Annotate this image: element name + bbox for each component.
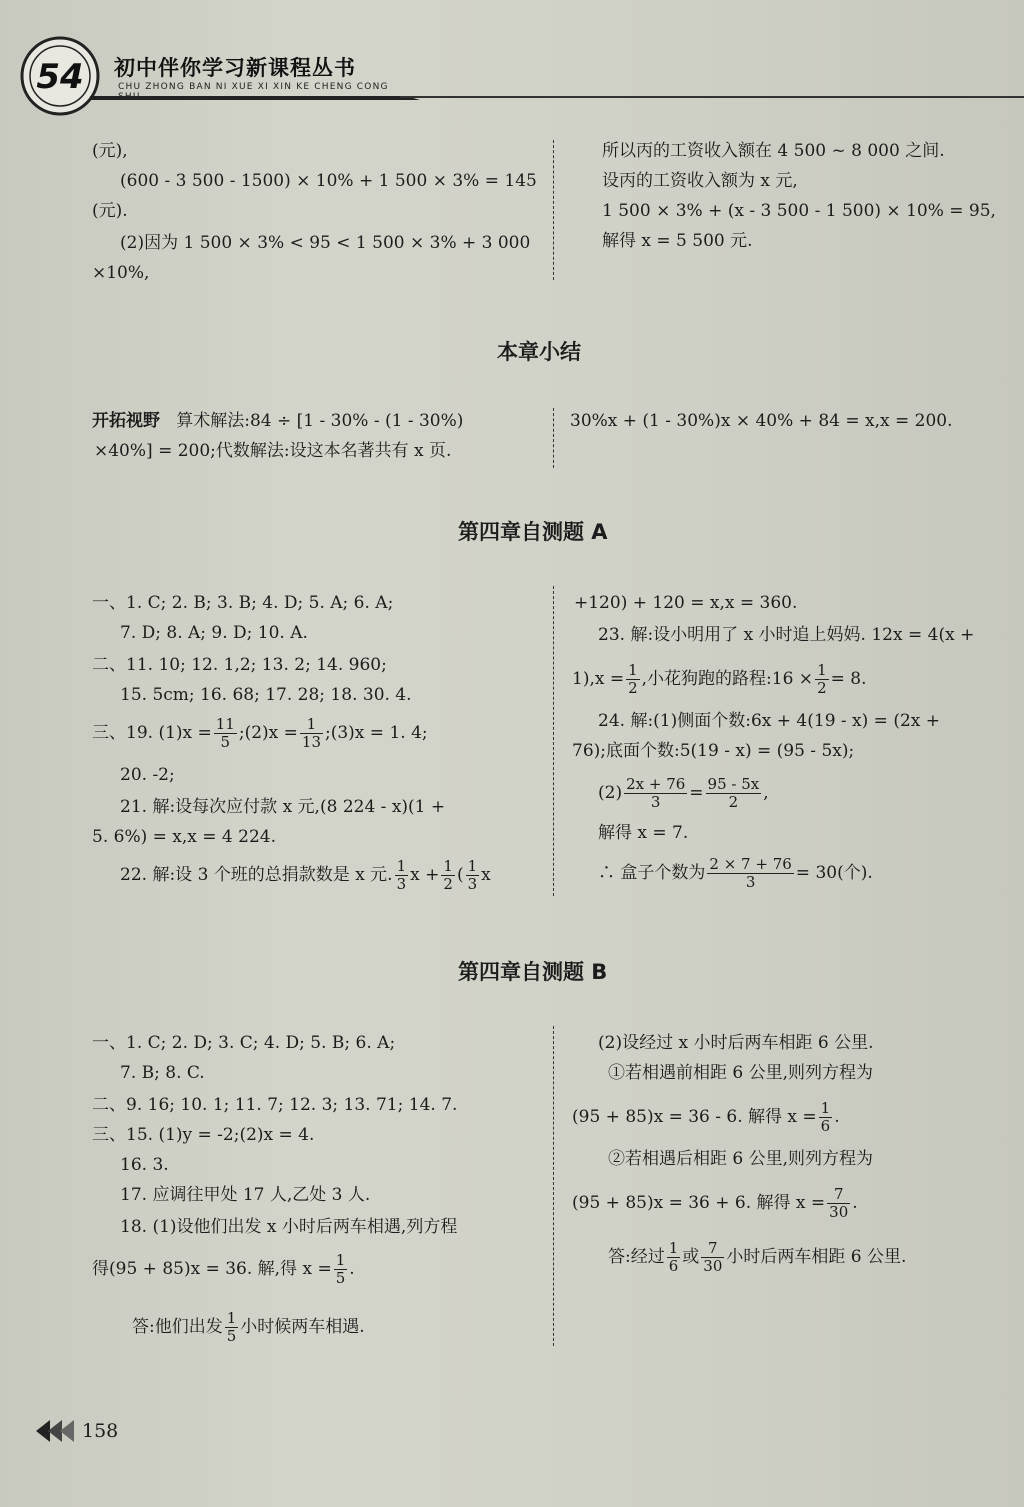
text-line: 解得 x = 7. (598, 823, 689, 843)
header-underline (90, 96, 420, 100)
text-line: (600 - 3 500 - 1500) × 10% + 1 500 × 3% = 145 (120, 171, 537, 191)
fraction: $\frac{7}{30}$ (829, 1185, 849, 1221)
text-line: 20. -2; (120, 765, 175, 785)
column-divider (553, 140, 554, 280)
header-rule (400, 96, 1024, 98)
book-header (18, 30, 408, 110)
fraction: $\frac{1}{2}$ (817, 661, 827, 697)
text-line: 21. 解:设每次应付款 x 元,(8 224 - x)(1 + (120, 797, 446, 817)
text-line: (元). (92, 201, 128, 221)
text-line: 二、9. 16; 10. 1; 11. 7; 12. 3; 13. 71; 14. 7. (92, 1095, 458, 1115)
text-line: 18. (1)设他们出发 x 小时后两车相遇,列方程 (120, 1217, 458, 1237)
svg-text:54: 54 (36, 57, 84, 97)
text-line: 23. 解:设小明用了 x 小时追上妈妈. 12x = 4(x + (598, 625, 975, 645)
text-line: 17. 应调往甲处 17 人,乙处 3 人. (120, 1185, 371, 1205)
fraction: $\frac{95 - 5x}{2}$ (707, 775, 760, 811)
fraction: $\frac{1}{2}$ (443, 857, 453, 893)
text-line-fraction: 三、19. (1)x = $\frac{11}{5}$ ;(2)x = $\frac{1}{13}$ ;(3)x = 1. 4; (92, 715, 428, 751)
text-line: 24. 解:(1)侧面个数:6x + 4(19 - x) = (2x + (598, 711, 941, 731)
text-line: ×10%, (92, 263, 150, 283)
text-line: (2)因为 1 500 × 3% < 95 < 1 500 × 3% + 3 000 (120, 233, 531, 253)
column-divider (553, 1026, 554, 1346)
book-series-pinyin: CHU ZHONG BAN NI XUE XI XIN KE CHENG CONG (118, 82, 389, 92)
fraction: $\frac{1}{3}$ (467, 857, 478, 893)
text-line: 一、1. C; 2. D; 3. C; 4. D; 5. B; 6. A; (92, 1033, 396, 1053)
text-line: 一、1. C; 2. B; 3. B; 4. D; 5. A; 6. A; (92, 593, 394, 613)
text-line: 7. D; 8. A; 9. D; 10. A. (120, 623, 308, 643)
text-line: 16. 3. (120, 1155, 169, 1175)
text-line: +120) + 120 = x,x = 360. (574, 593, 798, 613)
text-line: (2)设经过 x 小时后两车相距 6 公里. (598, 1033, 874, 1053)
text-line: 所以丙的工资收入额在 4 500 ~ 8 000 之间. (602, 141, 945, 161)
column-divider (553, 586, 554, 896)
text-line: 7. B; 8. C. (120, 1063, 205, 1083)
text-line-fraction: (2) $\frac{2x + 76}{3}$ = $\frac{95 - 5x}{2}$ , (598, 775, 769, 811)
column-divider (553, 408, 554, 468)
summary-text: 算术解法:84 ÷ [1 - 30% - (1 - 30%) (176, 411, 464, 431)
fraction: $\frac{7}{30}$ (703, 1239, 723, 1275)
fraction: $\frac{2 \times 7 + 76}{3}$ (709, 855, 792, 891)
text-line: 5. 6%) = x,x = 4 224. (92, 827, 276, 847)
text-line: ×40%] = 200;代数解法:设这本名著共有 x 页. (94, 441, 452, 461)
logo-emblem-icon (18, 34, 102, 118)
section-title-summary: 本章小结 (497, 340, 581, 364)
fraction: $\frac{1}{2}$ (628, 661, 638, 697)
fraction: $\frac{1}{5}$ (335, 1251, 346, 1287)
section-title-test-a: 第四章自测题 A (458, 520, 608, 544)
text-line-fraction: (95 + 85)x = 36 + 6. 解得 x = $\frac{7}{30}$ . (572, 1185, 858, 1221)
book-series-title: 初中伴你学习新课程丛书 (114, 56, 356, 80)
text-line: ①若相遇前相距 6 公里,则列方程为 (608, 1063, 874, 1083)
text-line: 设丙的工资收入额为 x 元, (602, 171, 798, 191)
text-line: 三、15. (1)y = -2;(2)x = 4. (92, 1125, 315, 1145)
text-line: (元), (92, 141, 128, 161)
text-line: ②若相遇后相距 6 公里,则列方程为 (608, 1149, 874, 1169)
fraction: $\frac{2x + 76}{3}$ (626, 775, 686, 811)
text-line: 解得 x = 5 500 元. (602, 231, 753, 251)
summary-label: 开拓视野 (92, 411, 160, 431)
text-line: 二、11. 10; 12. 1,2; 13. 2; 14. 960; (92, 655, 387, 675)
page-arrow-icon (36, 1418, 78, 1444)
page-number: 158 (82, 1420, 119, 1442)
text-line-fraction: 答:他们出发 $\frac{1}{5}$ 小时候两车相遇. (132, 1309, 365, 1345)
section-title-test-b: 第四章自测题 B (458, 960, 608, 984)
fraction: $\frac{11}{5}$ (215, 715, 235, 751)
text-line: 15. 5cm; 16. 68; 17. 28; 18. 30. 4. (120, 685, 412, 705)
fraction: $\frac{1}{5}$ (226, 1309, 237, 1345)
text-line (92, 410, 463, 432)
text-line: 76);底面个数:5(19 - x) = (95 - 5x); (572, 741, 855, 761)
fraction: $\frac{1}{3}$ (396, 857, 407, 893)
text-line-fraction: 1),x = $\frac{1}{2}$ ,小花狗跑的路程:16 × $\frac{1}{2}$ = 8. (572, 661, 867, 697)
text-line-fraction: 得(95 + 85)x = 36. 解,得 x = $\frac{1}{5}$ . (92, 1251, 355, 1287)
fraction: $\frac{1}{6}$ (820, 1099, 831, 1135)
fraction: $\frac{1}{13}$ (301, 715, 321, 751)
text-line-fraction: (95 + 85)x = 36 - 6. 解得 x = $\frac{1}{6}$ . (572, 1099, 840, 1135)
text-line-fraction: 答:经过 $\frac{1}{6}$ 或 $\frac{7}{30}$ 小时后两车相距 6 公里. (608, 1239, 907, 1275)
fraction: $\frac{1}{6}$ (668, 1239, 679, 1275)
text-line: 30%x + (1 - 30%)x × 40% + 84 = x,x = 200. (570, 411, 953, 431)
text-line-fraction: ∴ 盒子个数为 $\frac{2 \times 7 + 76}{3}$ = 30(个). (598, 855, 873, 891)
text-line: 1 500 × 3% + (x - 3 500 - 1 500) × 10% = 95, (602, 201, 996, 221)
text-line-fraction: 22. 解:设 3 个班的总捐款数是 x 元. $\frac{1}{3}$ x + $\frac{1}{2}$ ( $\frac{1}{3}$ x (120, 857, 491, 893)
